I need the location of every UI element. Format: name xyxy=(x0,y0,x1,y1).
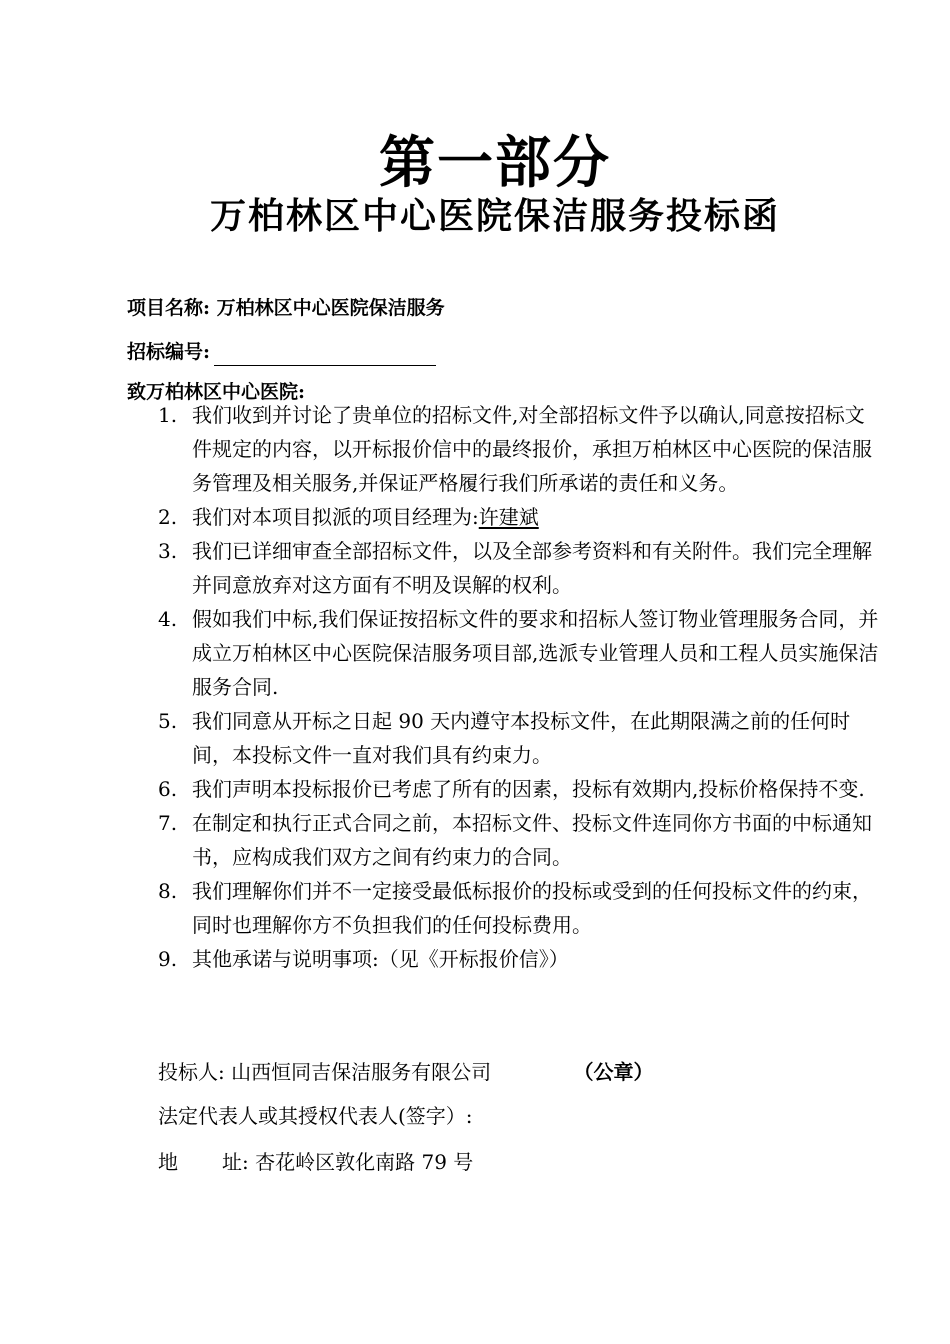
project-name-row xyxy=(127,294,445,322)
item-text: 我们理解你们并不一定接受最低标报价的投标或受到的任何投标文件的约束，同时也理解你方不负担我们的任何投标费用。 xyxy=(192,879,872,937)
tender-number-row xyxy=(127,338,436,366)
item-number: 1. xyxy=(158,403,178,427)
address-label-part2: 址: xyxy=(222,1150,249,1174)
list-item xyxy=(158,500,884,534)
bidder-name: 山西恒同吉保洁服务有限公司 xyxy=(231,1060,492,1084)
project-manager-name: 许建斌 xyxy=(478,505,539,529)
list-item xyxy=(158,806,884,874)
list-item xyxy=(158,398,884,500)
list-item xyxy=(158,942,884,976)
item-number: 5. xyxy=(158,709,178,733)
page-title: 第一部分 xyxy=(379,130,611,196)
list-item xyxy=(158,602,884,704)
item-number: 6. xyxy=(158,777,178,801)
address-label-part1: 地 xyxy=(158,1150,178,1174)
address-value: 杏花岭区敦化南路 79 号 xyxy=(255,1150,474,1174)
representative-signature-line: 法定代表人或其授权代表人(签字）: xyxy=(158,1104,473,1128)
bidder-label: 投标人: xyxy=(158,1060,225,1084)
list-item xyxy=(158,704,884,772)
item-text: 我们收到并讨论了贵单位的招标文件,对全部招标文件予以确认,同意按招标文件规定的内容，以开标报价信中的最终报价，承担万柏林区中心医院的保洁服务管理及相关服务,并保证严格履行我们所承诺的责任和义务。 xyxy=(192,403,872,495)
item-number: 8. xyxy=(158,879,178,903)
recipient-line: 致万柏林区中心医院: xyxy=(127,381,306,403)
address-row xyxy=(158,1148,473,1176)
tender-number-label: 招标编号: xyxy=(127,341,211,363)
item-number: 3. xyxy=(158,539,178,563)
list-item xyxy=(158,534,884,602)
list-item xyxy=(158,772,884,806)
item-number: 2. xyxy=(158,505,178,529)
list-item xyxy=(158,874,884,942)
project-name-label: 项目名称: xyxy=(127,297,211,319)
item-text: 我们同意从开标之日起 90 天内遵守本投标文件，在此期限满之前的任何时间，本投标文件一直对我们具有约束力。 xyxy=(192,709,851,767)
item-text: 我们对本项目拟派的项目经理为: xyxy=(192,505,479,529)
item-text: 我们声明本投标报价已考虑了所有的因素，投标有效期内,投标价格保持不变. xyxy=(192,777,865,801)
item-number: 4. xyxy=(158,607,178,631)
item-text: 假如我们中标,我们保证按招标文件的要求和招标人签订物业管理服务合同，并成立万柏林区中心医院保洁服务项目部,选派专业管理人员和工程人员实施保洁服务合同. xyxy=(192,607,879,699)
official-seal-label: （公章） xyxy=(573,1060,654,1084)
project-name-value: 万柏林区中心医院保洁服务 xyxy=(216,297,445,319)
item-text: 其他承诺与说明事项:（见《开标报价信》） xyxy=(192,947,569,971)
item-number: 9. xyxy=(158,947,178,971)
item-text: 在制定和执行正式合同之前，本招标文件、投标文件连同你方书面的中标通知书，应构成我们双方之间有约束力的合同。 xyxy=(192,811,872,869)
item-text: 我们已详细审查全部招标文件，以及全部参考资料和有关附件。我们完全理解并同意放弃对这方面有不明及误解的权利。 xyxy=(192,539,872,597)
tender-number-blank xyxy=(214,341,436,366)
document-subtitle: 万柏林区中心医院保洁服务投标函 xyxy=(209,195,780,237)
item-number: 7. xyxy=(158,811,178,835)
commitment-list xyxy=(158,398,884,976)
bidder-row xyxy=(158,1058,653,1086)
